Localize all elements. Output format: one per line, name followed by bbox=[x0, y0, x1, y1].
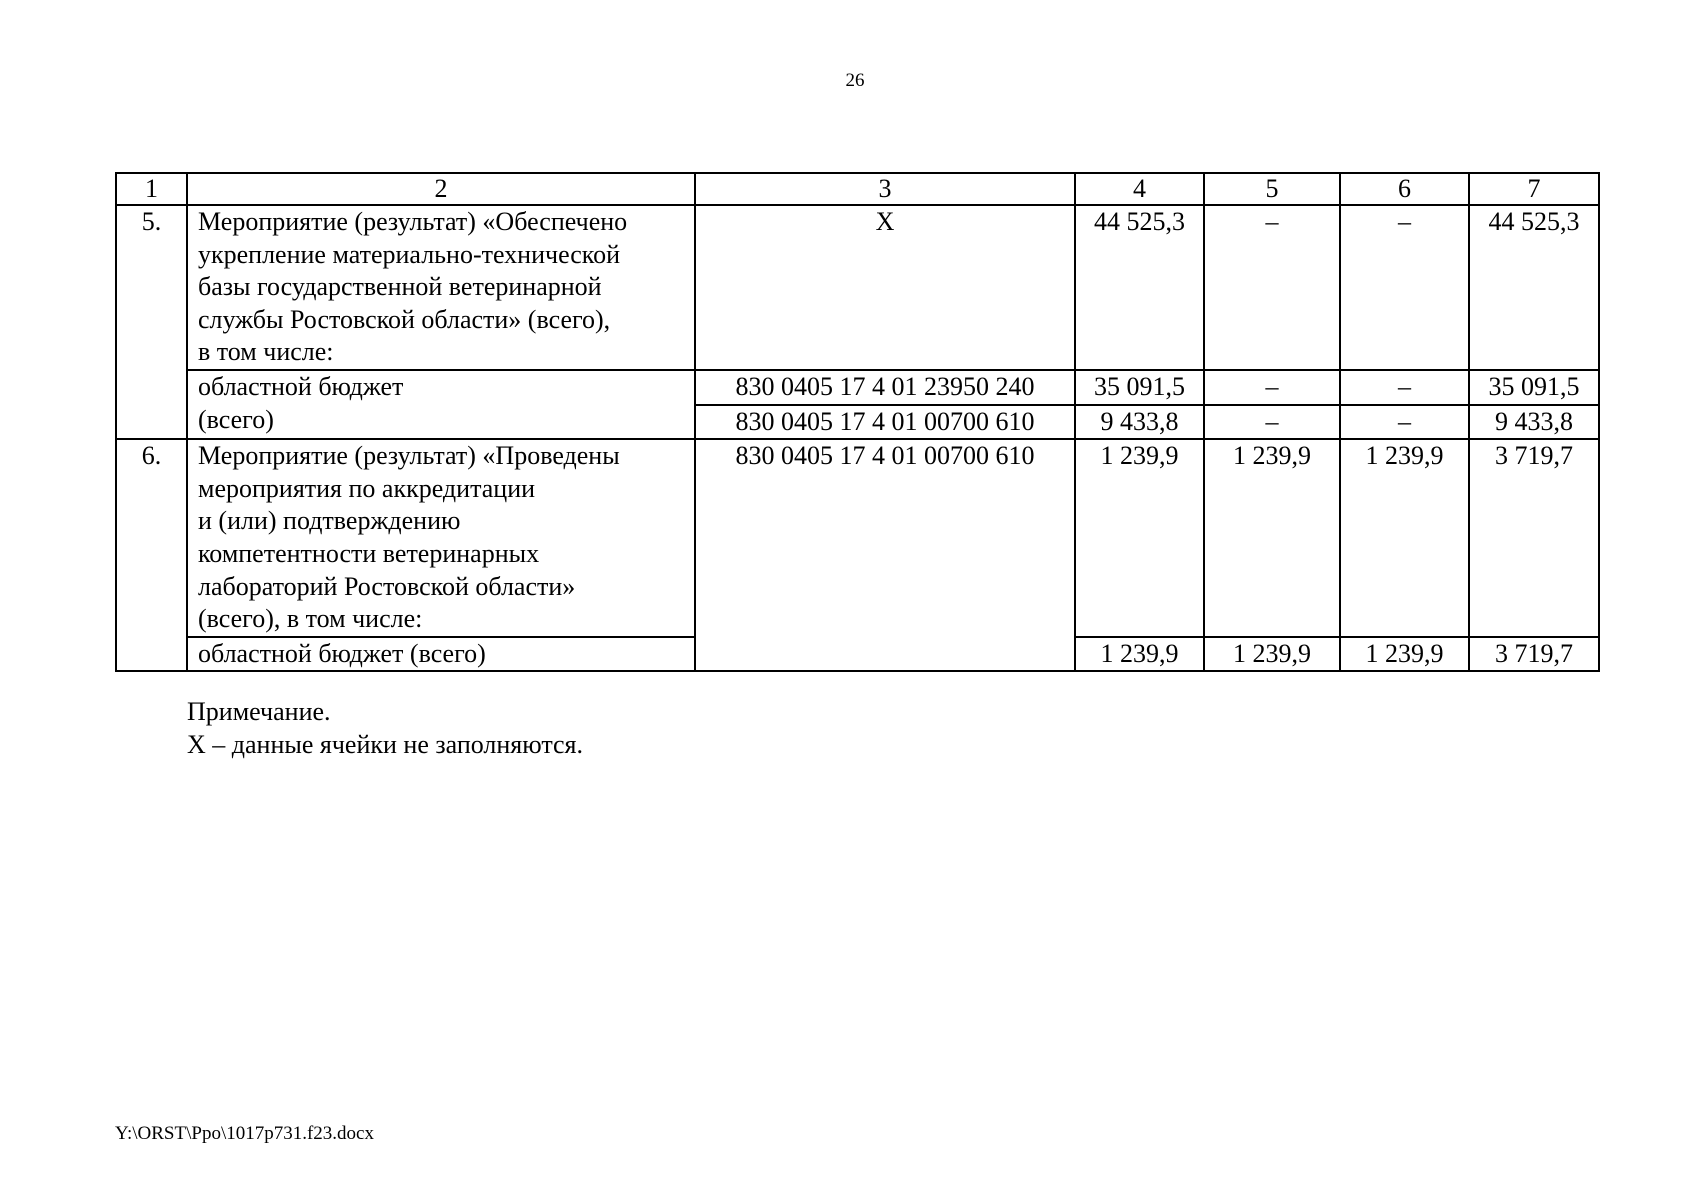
header-cell: 6 bbox=[1340, 173, 1469, 205]
budget-code-cell: 830 0405 17 4 01 23950 240 bbox=[695, 370, 1075, 405]
value-col5: 1 239,9 bbox=[1204, 439, 1340, 637]
note-title: Примечание. bbox=[187, 697, 331, 726]
value-col4: 44 525,3 bbox=[1075, 205, 1204, 370]
value-col6: 1 239,9 bbox=[1340, 637, 1469, 672]
measure-description bbox=[187, 205, 695, 370]
note-text: Х – данные ячейки не заполняются. bbox=[187, 730, 584, 759]
description-line: (всего), в том числе: bbox=[198, 604, 423, 634]
row-number: 6. bbox=[116, 439, 187, 671]
value-col7: 3 719,7 bbox=[1469, 637, 1599, 672]
description-line: лабораторий Ростовской области» bbox=[198, 571, 576, 601]
page-number: 26 bbox=[845, 70, 865, 91]
value-col4: 35 091,5 bbox=[1075, 370, 1204, 405]
table-row-5 bbox=[116, 205, 1599, 370]
value-col7: 35 091,5 bbox=[1469, 370, 1599, 405]
budget-table bbox=[115, 172, 1600, 672]
funding-source-label bbox=[187, 370, 695, 439]
value-col5: – bbox=[1204, 405, 1340, 440]
description-line: Мероприятие (результат) «Обеспечено bbox=[198, 207, 628, 236]
description-line: Мероприятие (результат) «Проведены bbox=[198, 441, 620, 471]
value-col6: – bbox=[1340, 370, 1469, 405]
value-col7: 9 433,8 bbox=[1469, 405, 1599, 440]
description-line: мероприятия по аккредитации bbox=[198, 473, 536, 503]
description-line: компетентности ветеринарных bbox=[198, 538, 540, 568]
file-path-footer: Y:\ORST\Ppo\1017p731.f23.docx bbox=[115, 1123, 374, 1144]
table-row-6 bbox=[116, 439, 1599, 637]
label-line: (всего) bbox=[198, 404, 274, 434]
value-col4: 9 433,8 bbox=[1075, 405, 1204, 440]
header-cell: 5 bbox=[1204, 173, 1340, 205]
header-cell: 4 bbox=[1075, 173, 1204, 205]
header-cell: 7 bbox=[1469, 173, 1599, 205]
value-col7: 44 525,3 bbox=[1469, 205, 1599, 370]
funding-source-label bbox=[187, 637, 695, 672]
budget-code-cell: 830 0405 17 4 01 00700 610 bbox=[695, 405, 1075, 440]
value-col5: 1 239,9 bbox=[1204, 637, 1340, 672]
value-col7: 3 719,7 bbox=[1469, 439, 1599, 637]
budget-code-cell: 830 0405 17 4 01 00700 610 bbox=[695, 439, 1075, 671]
description-line: службы Ростовской области» (всего), bbox=[198, 304, 611, 334]
description-line: укрепление материально-технической bbox=[198, 239, 621, 269]
row-number: 5. bbox=[116, 205, 187, 439]
description-line: в том числе: bbox=[198, 337, 334, 367]
measure-description bbox=[187, 439, 695, 637]
value-col5: – bbox=[1204, 370, 1340, 405]
table-row-5-regional-budget-a bbox=[116, 370, 1599, 405]
header-cell: 3 bbox=[695, 173, 1075, 205]
budget-code-cell: Х bbox=[695, 205, 1075, 370]
value-col5: – bbox=[1204, 205, 1340, 370]
description-line: базы государственной ветеринарной bbox=[198, 272, 602, 302]
value-col6: – bbox=[1340, 405, 1469, 440]
note-block bbox=[187, 695, 583, 761]
value-col6: – bbox=[1340, 205, 1469, 370]
header-cell: 2 bbox=[187, 173, 695, 205]
value-col6: 1 239,9 bbox=[1340, 439, 1469, 637]
label-line: областной бюджет (всего) bbox=[198, 638, 486, 668]
table-header-row bbox=[116, 173, 1599, 205]
description-line: и (или) подтверждению bbox=[198, 506, 461, 536]
value-col4: 1 239,9 bbox=[1075, 637, 1204, 672]
label-line: областной бюджет bbox=[198, 371, 404, 401]
header-cell: 1 bbox=[116, 173, 187, 205]
value-col4: 1 239,9 bbox=[1075, 439, 1204, 637]
